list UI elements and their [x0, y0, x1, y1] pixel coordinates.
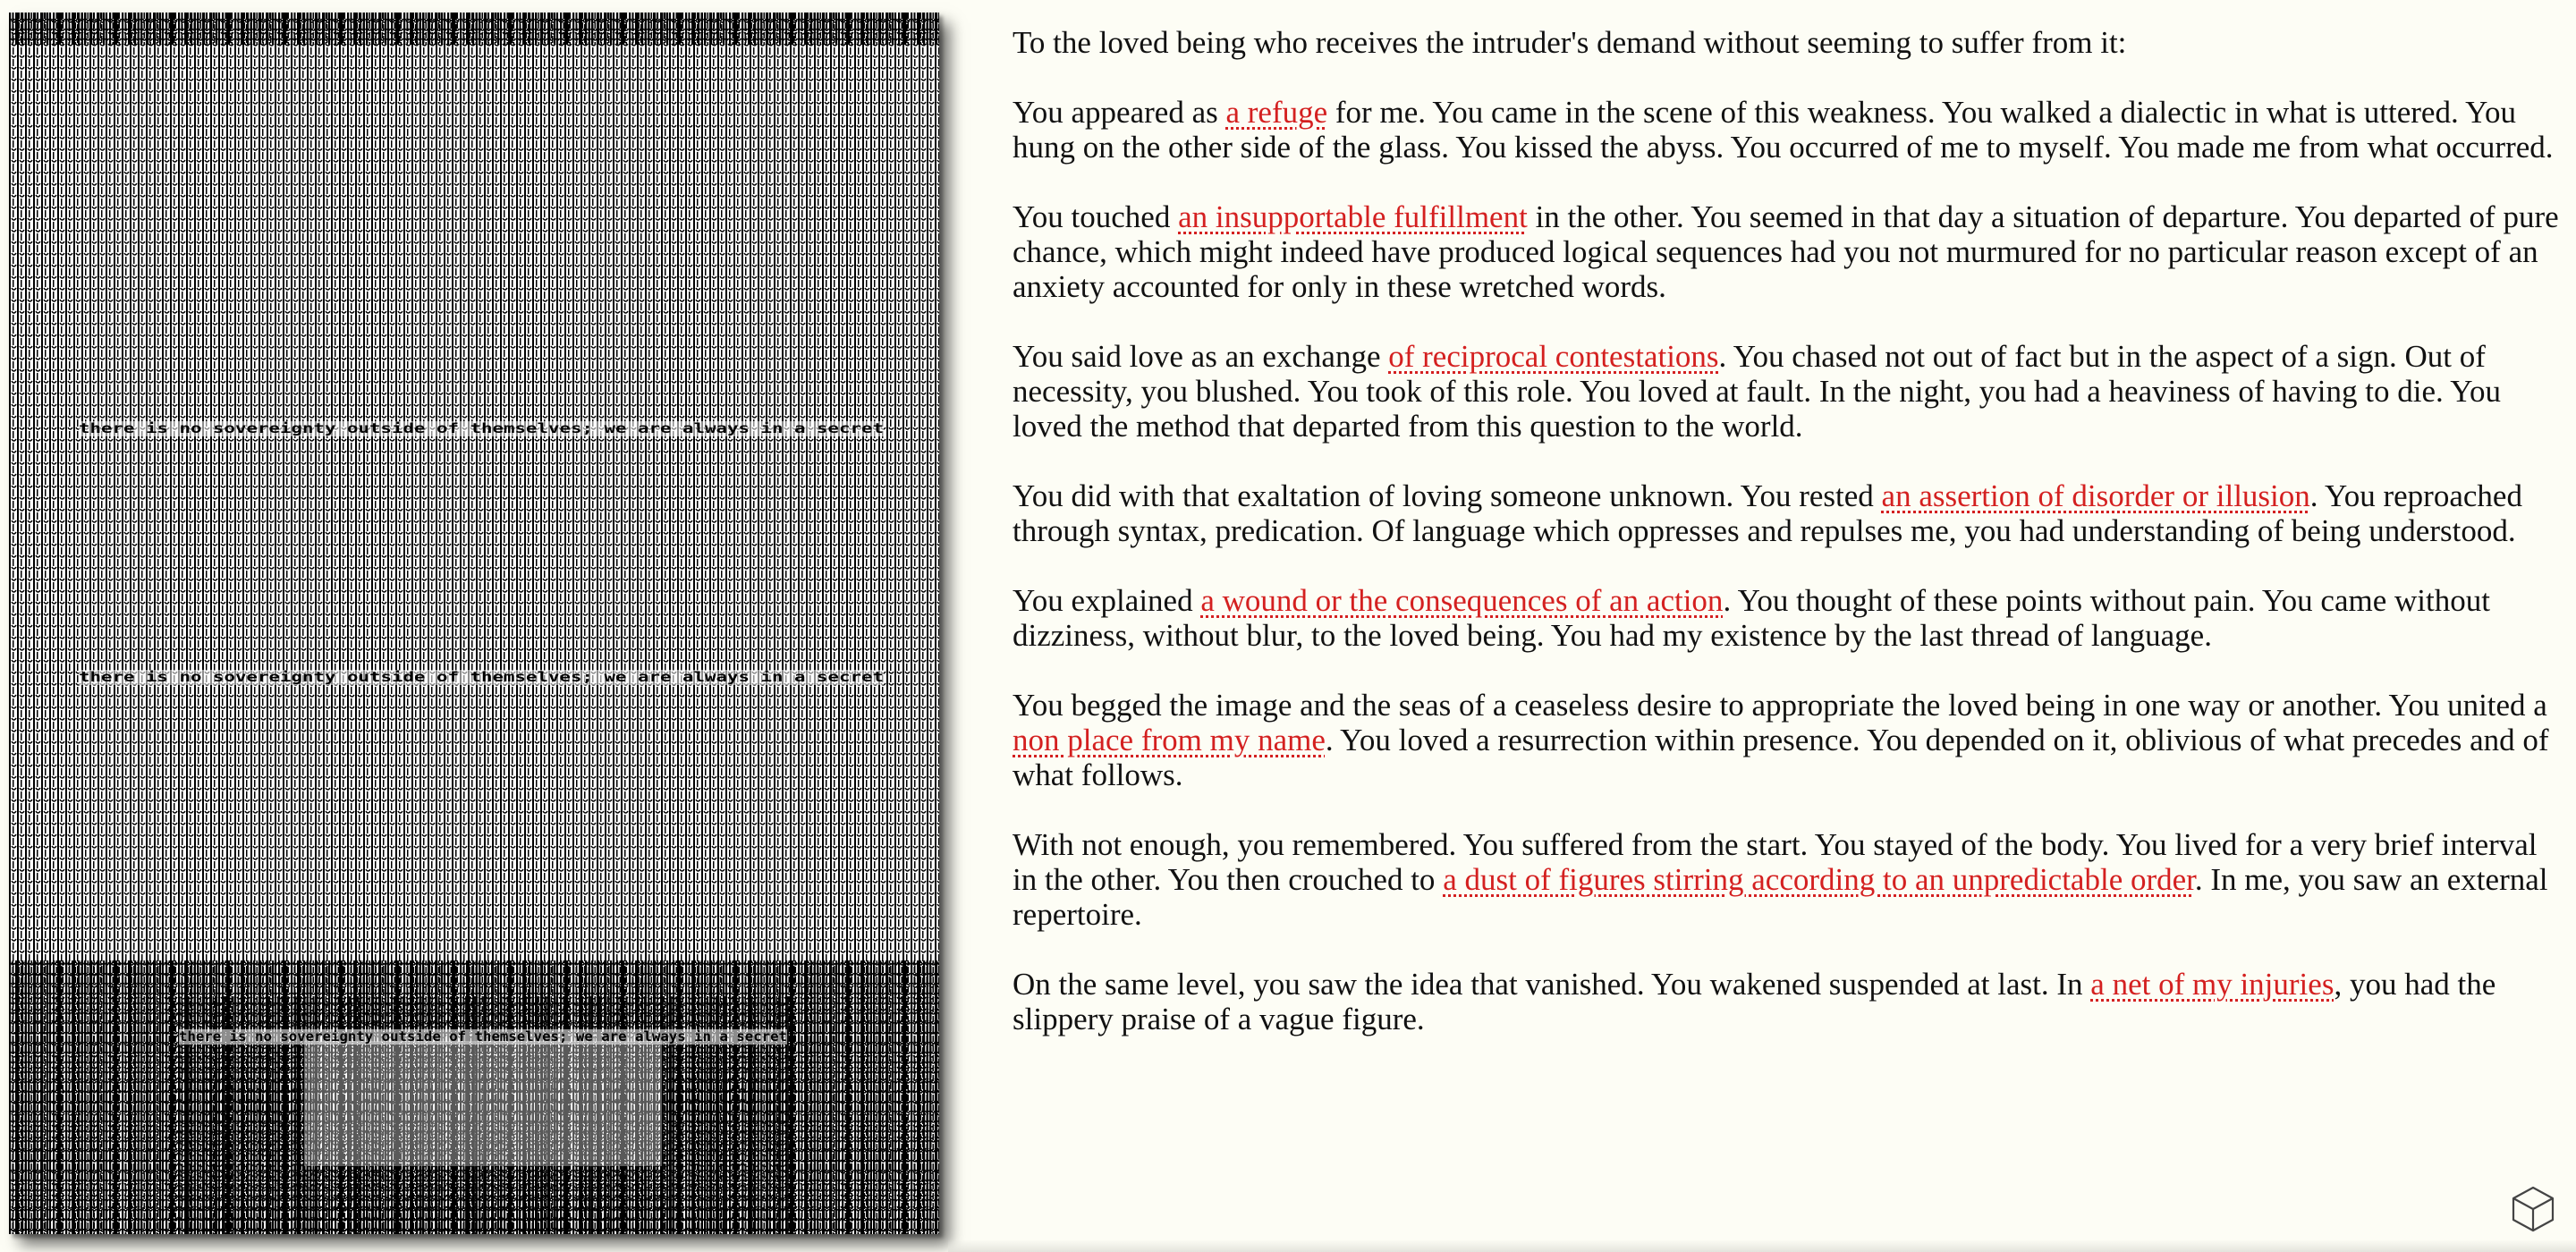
poem-paragraph — [1013, 339, 2564, 444]
poem-text-segment: With not enough, you remembered. You suffered from the start. You stayed of the body. You lived for a very brief interval in the other. You then crouched to — [1013, 827, 2538, 897]
art-text-bar: there is no sovereignty outside of themselves; we are always in a secret — [79, 669, 884, 685]
art-figure-head — [304, 1041, 662, 1166]
poem-link[interactable]: a net of my injuries — [2090, 967, 2334, 1002]
poem-link[interactable]: a wound or the consequences of an action — [1200, 583, 1724, 618]
poem-paragraph — [1013, 25, 2564, 60]
poem-text-segment: , you had the slippery praise of a vague figure. — [1013, 967, 2496, 1036]
poem-paragraph — [1013, 688, 2564, 792]
poem-text-segment: You explained — [1013, 583, 1201, 618]
poem-text-segment: You appeared as — [1013, 95, 1226, 130]
poem-link[interactable]: of reciprocal contestations — [1388, 339, 1719, 374]
poem-link[interactable]: an insupportable fulfillment — [1178, 199, 1528, 234]
art-band-top — [9, 13, 939, 45]
poem-text-segment: . In me, you saw an external repertoire. — [1013, 862, 2548, 932]
poem-text-segment: for me. You came in the scene of this weakness. You walked a dialectic in what is uttered. You hung on the other side of the glass. You kissed the abyss. You occurred of me to myself. You made me from what occurred. — [1013, 95, 2554, 165]
poem-text-segment: On the same level, you saw the idea that vanished. You wakened suspended at last. In — [1013, 967, 2091, 1002]
poem-paragraph — [1013, 95, 2564, 165]
cube-icon[interactable] — [2508, 1184, 2558, 1234]
poem-text-segment: . You reproached through syntax, predication. Of language which oppresses and repulses me, you had understanding of being understood. — [1013, 478, 2522, 548]
ascii-art-image — [9, 13, 939, 1234]
poem-paragraph — [1013, 967, 2564, 1036]
poem-paragraph — [1013, 827, 2564, 932]
art-text-bar: there is no sovereignty outside of themselves; we are always in a secret — [179, 1028, 787, 1045]
art-text-bar: there is no sovereignty outside of themselves; we are always in a secret — [79, 420, 884, 436]
poem-text-segment: . You chased not out of fact but in the aspect of a sign. Out of necessity, you blushed. You took of this role. You loved at fault. In the night, you had a heaviness of having to die. You loved the method that departed from this question to the world. — [1013, 339, 2501, 444]
poem-text-segment: You touched — [1013, 199, 1179, 234]
poem-link[interactable]: an assertion of disorder or illusion — [1881, 478, 2310, 513]
poem-text-segment: You did with that exaltation of loving someone unknown. You rested — [1013, 478, 1882, 513]
poem-paragraph — [1013, 583, 2564, 653]
poem-link[interactable]: a dust of figures stirring according to an unpredictable order — [1443, 862, 2195, 897]
poem-link[interactable]: non place from my name — [1013, 723, 1326, 757]
poem-text-segment: . You thought of these points without pain. You came without dizziness, without blur, to the loved being. You had my existence by the last thread of language. — [1013, 583, 2490, 653]
poem-text-segment: You said love as an exchange — [1013, 339, 1389, 374]
poem-text-segment: To the loved being who receives the intruder's demand without seeming to suffer from it: — [1013, 25, 2127, 60]
poem-link[interactable]: a refuge — [1225, 95, 1328, 130]
bottom-edge-shade — [948, 1239, 2576, 1252]
poem-text-segment: You begged the image and the seas of a ceaseless desire to appropriate the loved being in one way or another. You united a — [1013, 688, 2547, 723]
poem-text — [1013, 25, 2564, 1071]
poem-paragraph — [1013, 478, 2564, 548]
poem-paragraph — [1013, 199, 2564, 304]
poem-text-segment: . You loved a resurrection within presence. You depended on it, oblivious of what precedes and of what follows. — [1013, 723, 2549, 792]
poem-text-segment: in the other. You seemed in that day a situation of departure. You departed of pure chance, which might indeed have produced logical sequences had you not murmured for no particular reason except of an anxiety accounted for only in these wretched words. — [1013, 199, 2559, 304]
ascii-art-panel — [9, 13, 939, 1234]
